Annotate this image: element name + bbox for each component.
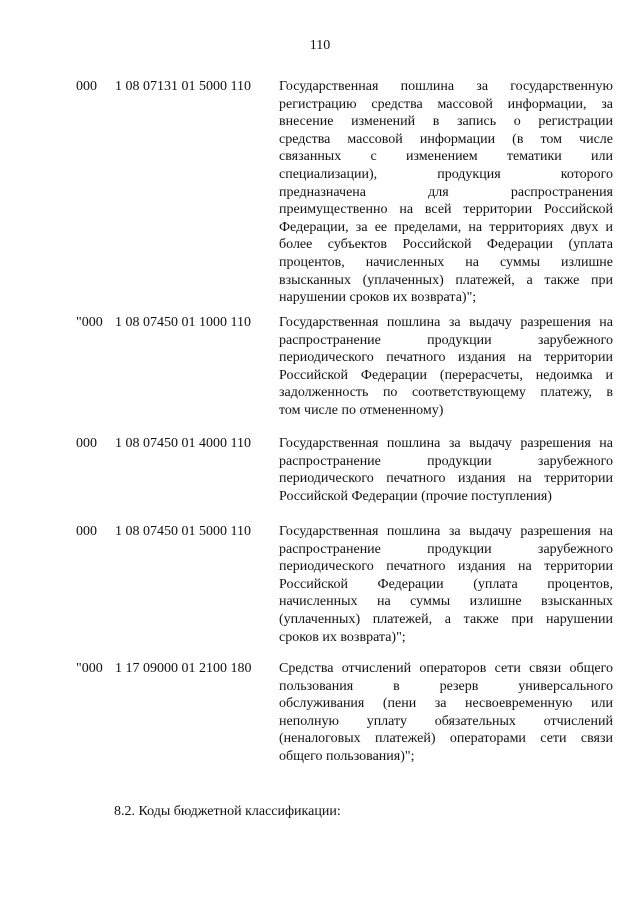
description-line: (неналоговых платежей) операторами сети связи (279, 731, 613, 747)
description-line: связанных с изменением тематики или (279, 149, 613, 165)
administrator-code: 000 (76, 524, 97, 539)
description-line: сроков их возврата)"; (279, 629, 406, 645)
description-line: задолженность по соответствующему платежу, в (279, 385, 613, 401)
income-description (279, 78, 613, 307)
description-line: специализации), продукция которого (279, 166, 613, 182)
description-line: регистрацию средства массовой информации, за (279, 96, 613, 112)
income-description (279, 435, 613, 505)
description-line: распространение продукции зарубежного (279, 332, 613, 348)
description-line: распространение продукции зарубежного (279, 541, 613, 557)
description-line: начисленных на суммы излишне взысканных (279, 594, 613, 610)
administrator-code: 000 (76, 436, 97, 451)
income-description (279, 314, 613, 420)
description-line: Российской Федерации (уплата процентов, (279, 576, 613, 592)
administrator-code: "000 (76, 315, 103, 330)
description-line: Государственная пошлина за выдачу разрешения на (279, 436, 613, 451)
description-line: средства массовой информации (в том числе (279, 131, 613, 147)
description-line: Федерации, за ее пределами, на территориях двух и (279, 219, 613, 235)
description-line: периодического печатного издания на территории (279, 471, 613, 487)
administrator-code: 000 (76, 79, 97, 94)
description-line: более субъектов Российской Федерации (уплата (279, 237, 613, 253)
section-heading: 8.2. Коды бюджетной классификации: (114, 804, 341, 819)
budget-classification-code: 1 08 07450 01 4000 110 (115, 436, 251, 451)
description-line: том числе по отмененному) (279, 402, 444, 418)
description-line: внесение изменений в запись о регистрации (279, 114, 613, 130)
description-line: преимущественно на всей территории Российской (279, 202, 613, 218)
description-line: периодического печатного издания на территории (279, 350, 613, 366)
description-line: Государственная пошлина за выдачу разрешения на (279, 524, 613, 539)
administrator-code: "000 (76, 661, 103, 676)
description-line: общего пользования)"; (279, 748, 415, 764)
description-line: предназначена для распространения (279, 184, 613, 200)
description-line: Государственная пошлина за государственную (279, 79, 613, 94)
income-description (279, 660, 613, 766)
description-line: Российской Федерации (прочие поступления) (279, 488, 552, 504)
budget-classification-code: 1 17 09000 01 2100 180 (115, 661, 252, 676)
description-line: взысканных (уплаченных) платежей, а также при (279, 272, 613, 288)
description-line: неполную уплату обязательных отчислений (279, 713, 613, 729)
budget-classification-code: 1 08 07450 01 5000 110 (115, 524, 251, 539)
description-line: Государственная пошлина за выдачу разрешения на (279, 315, 613, 330)
budget-classification-code: 1 08 07131 01 5000 110 (115, 79, 251, 94)
income-description (279, 523, 613, 646)
description-line: процентов, начисленных на суммы излишне (279, 254, 613, 270)
description-line: (уплаченных) платежей, а также при нарушении (279, 611, 613, 627)
description-line: периодического печатного издания на территории (279, 559, 613, 575)
page-number: 110 (309, 38, 331, 53)
description-line: нарушении сроков их возврата)"; (279, 290, 477, 306)
budget-classification-code: 1 08 07450 01 1000 110 (115, 315, 251, 330)
description-line: пользования в резерв универсального (279, 678, 613, 694)
description-line: обслуживания (пени за несвоевременную или (279, 696, 613, 712)
description-line: Средства отчислений операторов сети связи общего (279, 661, 613, 676)
description-line: распространение продукции зарубежного (279, 453, 613, 469)
description-line: Российской Федерации (перерасчеты, недоимка и (279, 367, 613, 383)
